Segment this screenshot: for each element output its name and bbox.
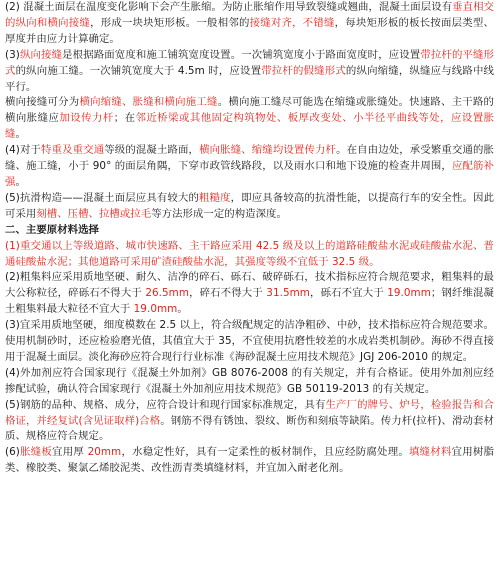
para-steel <box>5 398 494 446</box>
para-coarse-aggregate <box>5 270 494 318</box>
highlighted-text: 应配筋补强 <box>5 160 494 188</box>
highlighted-text: 20mm <box>87 446 122 459</box>
highlighted-text: 19.0mm <box>387 287 431 300</box>
highlighted-text: 纵向接缝 <box>19 48 63 61</box>
body-text: 横向接缝可分为 <box>5 96 80 109</box>
para-longitudinal-joint <box>5 48 494 96</box>
body-text: (4)外加剂应符合国家现行《混凝土外加剂》GB 8076-2008 的有关规定，并有合格证。使用外加剂应经掺配试验，确认符合国家现行《混凝土外加剂应用技术规范》GB 50119-2013 的有关规定。 <box>5 366 494 395</box>
body-text: (4)对于 <box>5 144 42 157</box>
highlighted-text: 邻近桥梁或其他固定构筑物处、板厚改变处、小半径平曲线等处，应设置胀缝 <box>5 112 495 141</box>
body-text: 。 <box>15 128 26 141</box>
section-heading-materials <box>5 223 494 239</box>
body-text: 宜用厚 <box>52 446 88 459</box>
body-text: 。在自由边处，承受繁重交通的胀缝、施工缝，小于 90° 的面层角隅，下穿市政管线路段，以及雨水口和地下设施的检查井周围， <box>5 144 495 173</box>
body-text: 宜用树脂类、橡胶类、聚氯乙烯胶泥类、改性沥青类填缝材料，并宜加入耐老化剂。 <box>5 446 494 475</box>
body-text: ；在 <box>113 112 136 125</box>
highlighted-text: 刻槽、压槽、拉槽或拉毛 <box>36 207 152 220</box>
body-text: ，水稳定性好，具有一定柔性的板材制作，且应经防腐处理。 <box>121 446 409 459</box>
body-text: 等级的混凝土路面， <box>104 144 200 157</box>
body-text: ；钢纤维混凝土粗集料最大粒径不宜大于 <box>5 287 494 316</box>
body-text: ，即应具备较高的抗滑性能，以提高行车的安全性。因此可采用 <box>5 191 495 220</box>
highlighted-text: 特重及重交通 <box>41 144 105 157</box>
body-text: 。钢筋不得有锈蚀、裂纹、断伤和刻痕等缺陷。传力杆(拉杆)、滑动套材质、规格应符合规定。 <box>5 414 494 443</box>
body-text: 。 <box>15 175 26 188</box>
highlighted-text: 垂直相交的纵向和横向接缝 <box>5 1 494 29</box>
highlighted-text: 胀缝板 <box>19 446 53 459</box>
highlighted-text: (1)重交通以上等级道路、城市快速路、主干路应采用 42.5 级及以上的道路硅酸盐水泥或硅酸盐水泥、普通硅酸盐水泥；其他道路可采用矿渣硅酸盐水泥，其强度等级不宜低于 32.5 级。 <box>5 239 494 268</box>
body-text: (3)宜采用质地坚硬，细度模数在 2.5 以上，符合级配规定的洁净粗砂、中砂，技术指标应符合规范要求。使用机制砂时，还应检验磨光值，其值宜大于 35，不宜使用抗磨性较差的水成岩类机制砂。海砂不得直接用于混凝土面层。淡化海砂应符合现行行业标准《海砂混凝土应用技术规范》JGJ 206-2010 的规定。 <box>5 319 494 363</box>
body-text: (2)粗集料应采用质地坚硬、耐久、洁净的碎石、砾石、破碎砾石，技术指标应符合规范要求，粗集料的最大公称粒径，碎砾石不得大于 <box>5 271 494 300</box>
highlighted-text: 接缝对齐，不错缝 <box>249 16 335 29</box>
highlighted-text: 加设传力杆 <box>59 112 114 125</box>
body-text: ，砾石不宜大于 <box>309 287 388 300</box>
body-text: 。横向施工缝尽可能选在缩缝或胀缝处。快速路、主干路的横向胀缝应 <box>5 96 494 125</box>
highlighted-text: 19.0mm <box>133 303 178 316</box>
para-joint-board <box>5 445 494 477</box>
body-text: 等方法形成一定的构造深度。 <box>151 207 287 220</box>
body-text: (5)钢筋的品种、规格、成分，应符合设计和现行国家标准规定，具有 <box>5 398 326 411</box>
highlighted-text: 26.5mm <box>145 287 190 300</box>
body-text: (3) <box>5 48 20 61</box>
highlighted-text: 横向缩缝、胀缝和横向施工缝 <box>79 96 218 109</box>
body-text: (5)抗滑构造——混凝土面层应具有较大的 <box>5 191 200 204</box>
body-text: 。 <box>177 303 188 316</box>
para-admixture <box>5 366 494 398</box>
para-concrete-face-expansion-intro <box>5 0 494 48</box>
body-text: ，每块矩形板的板长按面层类型、厚度并由应力计算确定。 <box>5 16 494 45</box>
para-transverse-joint <box>5 95 494 143</box>
body-text: ，形成一块块矩形板。一般相邻的 <box>90 16 250 29</box>
para-dowel-bar-requirement <box>5 143 494 191</box>
body-text: (2) 混凝土面层在温度变化影响下会产生胀缩。为防止胀缩作用导致裂缝或翘曲，混凝土面层设有 <box>5 1 453 13</box>
highlighted-text: 填缝材料 <box>409 446 452 459</box>
highlighted-text: 带拉杆的假缝形式 <box>261 64 346 77</box>
highlighted-text: 31.5mm <box>266 287 310 300</box>
body-text: (6) <box>5 446 20 459</box>
body-text: ，碎石不得大于 <box>189 287 267 300</box>
body-text: 的纵向施工缝。一次铺筑宽度大于 4.5m 时，应设置 <box>15 64 262 77</box>
body-text: 是根据路面宽度和施工铺筑宽度设置。一次铺筑宽度小于路面宽度时，应设置 <box>62 48 421 61</box>
para-fine-aggregate <box>5 318 494 366</box>
highlighted-text: 粗糙度 <box>199 191 231 204</box>
highlighted-text: 带拉杆的平缝形式 <box>5 48 494 77</box>
para-cement <box>5 239 494 271</box>
highlighted-text: 横向胀缝、缩缝均设置传力杆 <box>199 144 337 157</box>
body-text: 二、主要原材料选择 <box>5 223 99 236</box>
highlighted-text: 生产厂的牌号、炉号，检验报告和合格证，并经复试(含见证取样)合格 <box>5 398 494 427</box>
body-text: 的纵向缩缝，纵缝应与线路中线平行。 <box>5 64 494 93</box>
para-anti-skid <box>5 191 494 223</box>
